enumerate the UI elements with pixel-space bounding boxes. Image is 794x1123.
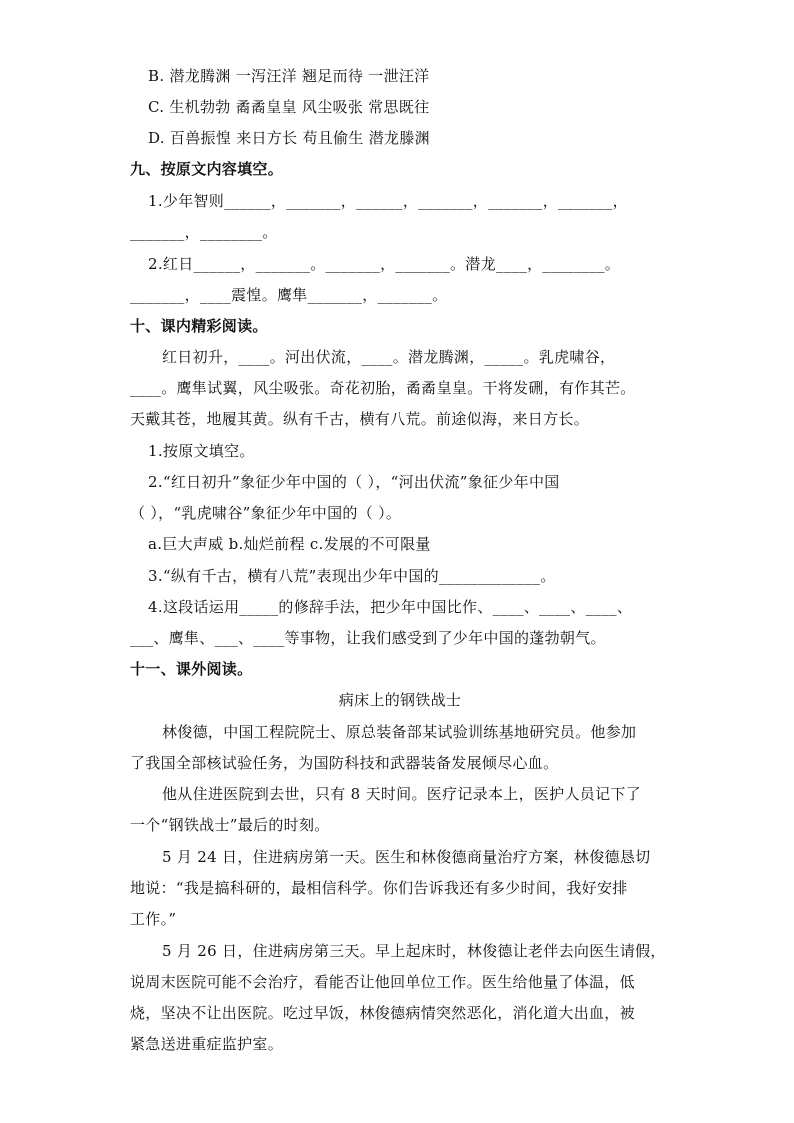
- q9-2-line1: 2.红日______，_______。_______，_______。潜龙____，________。: [148, 255, 621, 273]
- article-p4-line4: 紧急送进重症监护室。: [130, 1035, 284, 1053]
- article-p4-line1: 5 月 26 日，住进病房第三天。早上起床时，林俊德让老伴去向医生请假，: [162, 942, 666, 960]
- option-d: D. 百兽振惶 来日方长 苟且偷生 潜龙滕渊: [148, 129, 430, 147]
- q9-1-line1: 1.少年智则______，_______，______，_______，_______，_______，: [148, 192, 628, 210]
- option-c: C. 生机勃勃 矞矞皇皇 风尘吸张 常思既往: [148, 98, 430, 116]
- q10-3: 3.“纵有千古，横有八荒”表现出少年中国的_____________。: [148, 567, 556, 585]
- article-p2-line1: 他从住进医院到去世，只有 8 天时间。医疗记录本上，医护人员记下了: [162, 785, 641, 803]
- article-p3-line1: 5 月 24 日，住进病房第一天。医生和林俊德商量治疗方案，林俊德恳切: [162, 848, 651, 866]
- q10-2-line1: 2.“红日初升”象征少年中国的（ ），“河出伏流”象征少年中国: [148, 473, 560, 491]
- q10-2-options: a.巨大声威 b.灿烂前程 c.发展的不可限量: [148, 535, 431, 553]
- q10-1: 1.按原文填空。: [148, 442, 255, 460]
- passage-line3: 天戴其苍，地履其黄。纵有千古，横有八荒。前途似海，来日方长。: [130, 410, 590, 428]
- q9-1-line2: _______，________。: [130, 223, 278, 241]
- q10-2-line2: （ ），“乳虎啸谷”象征少年中国的（ ）。: [130, 504, 402, 522]
- article-p3-line3: 工作。”: [130, 910, 177, 928]
- section-11-heading: 十一、课外阅读。: [130, 660, 253, 678]
- article-p3-line2: 地说：“我是搞科研的，最相信科学。你们告诉我还有多少时间，我好安排: [130, 879, 628, 897]
- q10-4-line2: ___、鹰隼、___、____等事物，让我们感受到了少年中国的蓬勃朝气。: [130, 629, 606, 647]
- article-title: 病床上的钢铁战士: [338, 691, 462, 709]
- passage-line2: ____。鹰隼试翼，风尘吸张。奇花初胎，矞矞皇皇。干将发硎，有作其芒。: [130, 379, 636, 397]
- q9-2-line2: _______，____震惶。鹰隼_______，_______。: [130, 286, 448, 304]
- passage-line1: 红日初升，____。河出伏流，____。潜龙腾渊，_____。乳虎啸谷，: [162, 348, 616, 366]
- article-p1-line2: 了我国全部核试验任务，为国防科技和武器装备发展倾尽心血。: [130, 754, 559, 772]
- q10-4-line1: 4.这段话运用_____的修辞手法，把少年中国比作、____、____、____、: [148, 598, 633, 616]
- article-p1-line1: 林俊德，中国工程院院士、原总装备部某试验训练基地研究员。他参加: [162, 723, 637, 741]
- article-p4-line2: 说周末医院可能不会治疗，看能否让他回单位工作。医生给他量了体温，低: [130, 973, 635, 991]
- article-p2-line2: 一个“钢铁战士”最后的时刻。: [130, 816, 330, 834]
- article-p4-line3: 烧，坚决不让出医院。吃过早饭，林俊德病情突然恶化，消化道大出血，被: [130, 1004, 635, 1022]
- option-b: B. 潜龙腾渊 一泻汪洋 翘足而待 一泄汪洋: [148, 67, 430, 85]
- section-9-heading: 九、按原文内容填空。: [130, 160, 284, 178]
- section-10-heading: 十、课内精彩阅读。: [130, 317, 268, 335]
